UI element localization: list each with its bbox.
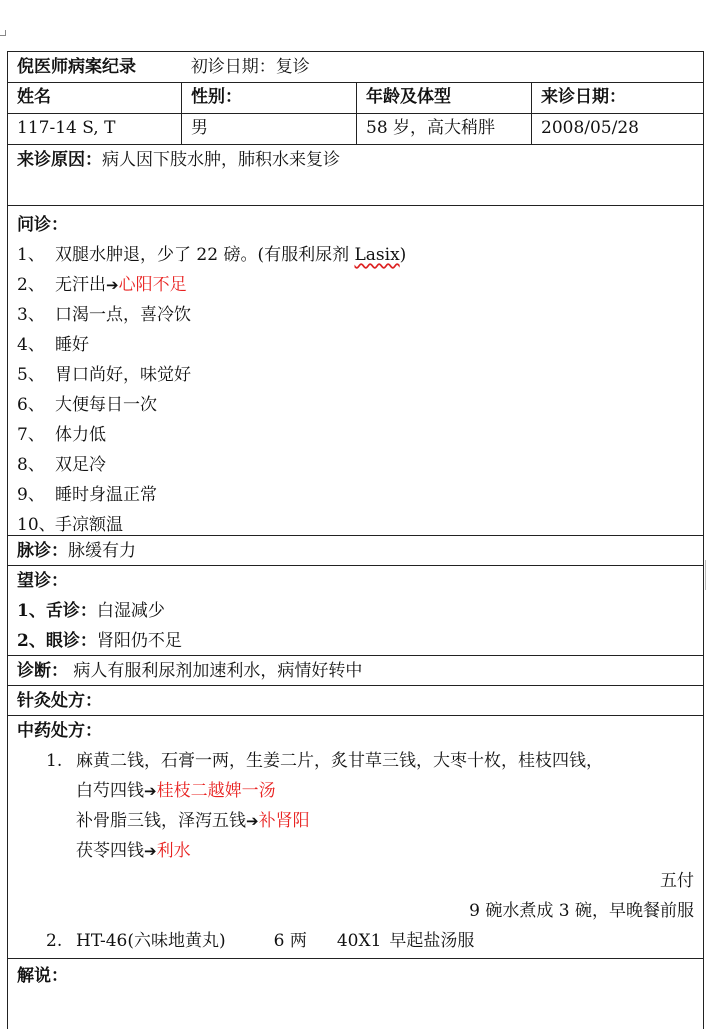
age-value: 58 岁，高大稍胖 — [356, 114, 531, 144]
pulse-label: 脉诊： — [17, 541, 68, 561]
inquiry-item-7: 7、 体力低 — [17, 425, 106, 445]
inquiry-item-1: 1、 双腿水肿退，少了 22 磅。(有服利尿剂 Lasix) — [17, 245, 407, 265]
acupuncture-label: 针灸处方： — [17, 691, 102, 711]
arrow-icon: ➔ — [246, 812, 259, 830]
diagnosis-row — [8, 656, 703, 686]
observation-item-2: 2、眼诊：肾阳仍不足 — [17, 631, 182, 651]
info-label-row — [8, 83, 703, 114]
info-value-row — [8, 114, 703, 145]
inquiry-item-8: 8、 双足冷 — [17, 455, 106, 475]
rx1-line3: 补骨脂三钱，泽泻五钱➔补肾阳 — [76, 811, 310, 831]
patient-id: 117-14 S, T — [17, 118, 116, 138]
observation-label: 望诊： — [17, 571, 68, 591]
commentary-section — [8, 959, 703, 1029]
gender-value: 男 — [181, 114, 356, 144]
rx1-line4: 茯苓四钱➔利水 — [76, 841, 191, 861]
diagnosis-label: 诊断： — [17, 661, 68, 681]
visit-type: 初诊日期：复诊 — [190, 57, 310, 77]
inquiry-item-5: 5、 胃口尚好，味觉好 — [17, 365, 191, 385]
reason-text: 病人因下肢水肿，肺积水来复诊 — [102, 150, 340, 170]
record-title: 倪医师病案纪录 — [17, 57, 136, 77]
visit-date-value: 2008/05/28 — [531, 114, 703, 144]
inquiry-item-2: 2、 无汗出➔心阳不足 — [17, 275, 187, 295]
reason-label: 来诊原因： — [17, 150, 102, 170]
arrow-icon: ➔ — [144, 782, 157, 800]
header-row — [8, 52, 703, 83]
rx1-line2: 白芍四钱➔桂枝二越婢一汤 — [76, 781, 276, 801]
rx1-line1: 1. 麻黄二钱，石膏一两，生姜二片，炙甘草三钱，大枣十枚，桂枝四钱， — [46, 751, 603, 771]
pulse-text: 脉缓有力 — [68, 541, 136, 561]
reason-row — [8, 145, 703, 206]
observation-section — [8, 566, 703, 656]
inquiry-item-9: 9、 睡时身温正常 — [17, 485, 157, 505]
commentary-label: 解说： — [17, 966, 68, 986]
inquiry-section — [8, 206, 703, 536]
inquiry-item-6: 6、 大便每日一次 — [17, 395, 157, 415]
page-corner-mark — [0, 30, 6, 36]
herbal-section — [8, 716, 703, 959]
inquiry-item-3: 3、 口渴一点，喜冷饮 — [17, 305, 191, 325]
acupuncture-row — [8, 686, 703, 716]
observation-item-1: 1、舌诊：白湿减少 — [17, 601, 165, 621]
case-record-table — [7, 51, 704, 1029]
diagnosis-text: 病人有服利尿剂加速利水，病情好转中 — [68, 661, 363, 681]
name-label: 姓名 — [17, 87, 51, 107]
age-label: 年龄及体型 — [356, 83, 531, 113]
inquiry-label: 问诊： — [17, 215, 68, 235]
pulse-row — [8, 536, 703, 566]
gender-label: 性别： — [181, 83, 356, 113]
rx1-dose: 五付 — [660, 871, 694, 891]
inquiry-item-10: 10、手凉额温 — [17, 515, 123, 535]
herbal-label: 中药处方： — [17, 721, 102, 741]
arrow-icon: ➔ — [106, 276, 119, 294]
rx1-instructions: 9 碗水煮成 3 碗，早晚餐前服 — [469, 901, 694, 921]
arrow-icon: ➔ — [144, 842, 157, 860]
rx2-line: 2. HT-46(六味地黄丸) 6 两 40X1 早起盐汤服 — [46, 931, 475, 951]
page-side-mark — [705, 560, 710, 590]
inquiry-item-4: 4、 睡好 — [17, 335, 89, 355]
visit-date-label: 来诊日期： — [531, 83, 703, 113]
